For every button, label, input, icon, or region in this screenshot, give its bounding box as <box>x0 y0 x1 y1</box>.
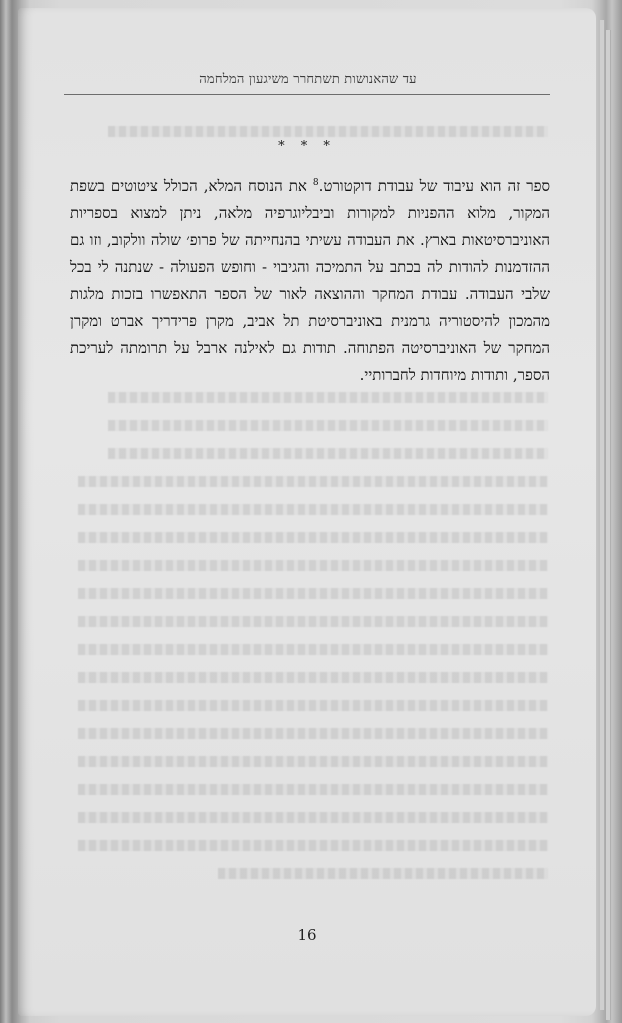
show-through <box>78 672 548 683</box>
show-through <box>78 476 548 487</box>
show-through <box>78 812 548 823</box>
page-edge <box>600 20 605 1010</box>
show-through <box>78 588 548 599</box>
show-through <box>108 448 548 459</box>
footnote-marker: 8 <box>312 178 319 188</box>
paragraph-text-start: ספר זה הוא עיבוד של עבודת דוקטורט. <box>318 177 551 195</box>
show-through <box>78 532 548 543</box>
show-through <box>78 644 548 655</box>
body-paragraph <box>70 173 550 389</box>
page-edge <box>606 30 611 1020</box>
running-head: עד שהאנושות תשתחרר משיגעון המלחמה <box>199 72 417 87</box>
show-through <box>78 700 548 711</box>
show-through <box>78 504 548 515</box>
show-through <box>78 560 548 571</box>
show-through <box>78 728 548 739</box>
show-through <box>218 868 548 879</box>
book-page <box>18 8 596 1016</box>
header-rule <box>64 94 550 95</box>
show-through <box>108 420 548 431</box>
show-through <box>78 756 548 767</box>
show-through <box>78 840 548 851</box>
show-through <box>108 392 548 403</box>
section-ornament: * * * <box>278 139 336 154</box>
page-number: 16 <box>297 926 317 944</box>
show-through <box>78 616 548 627</box>
show-through <box>108 126 548 137</box>
show-through <box>78 784 548 795</box>
paragraph-text-rest: את הנוסח המלא, הכולל ציטוטים בשפת המקור, מלוא ההפניות למקורות וביבליוגרפיה מלאה, ניתן למצוא בספריות האוניברסיטאות בארץ. את העבודה עשיתי בהנחייתה של פרופ׳ שולה וולקוב, וזו גם ההזדמנות להודות לה בכתב על התמיכה והגיבוי - וחופש הפעולה - שנתנה לי בכל שלבי העבודה. עבודת המחקר וההוצאה לאור של הספר התאפשרו בזכות מלגות מהמכון להיסטוריה גרמנית באוניברסיטת תל אביב, מקרן פרידריך אברט ומקרן המחקר של האוניברסיטה הפתוחה. תודות גם לאילנה ארבל על תרומתה לעריכת הספר, ותודות מיוחדות לחברותיי. <box>70 177 550 384</box>
